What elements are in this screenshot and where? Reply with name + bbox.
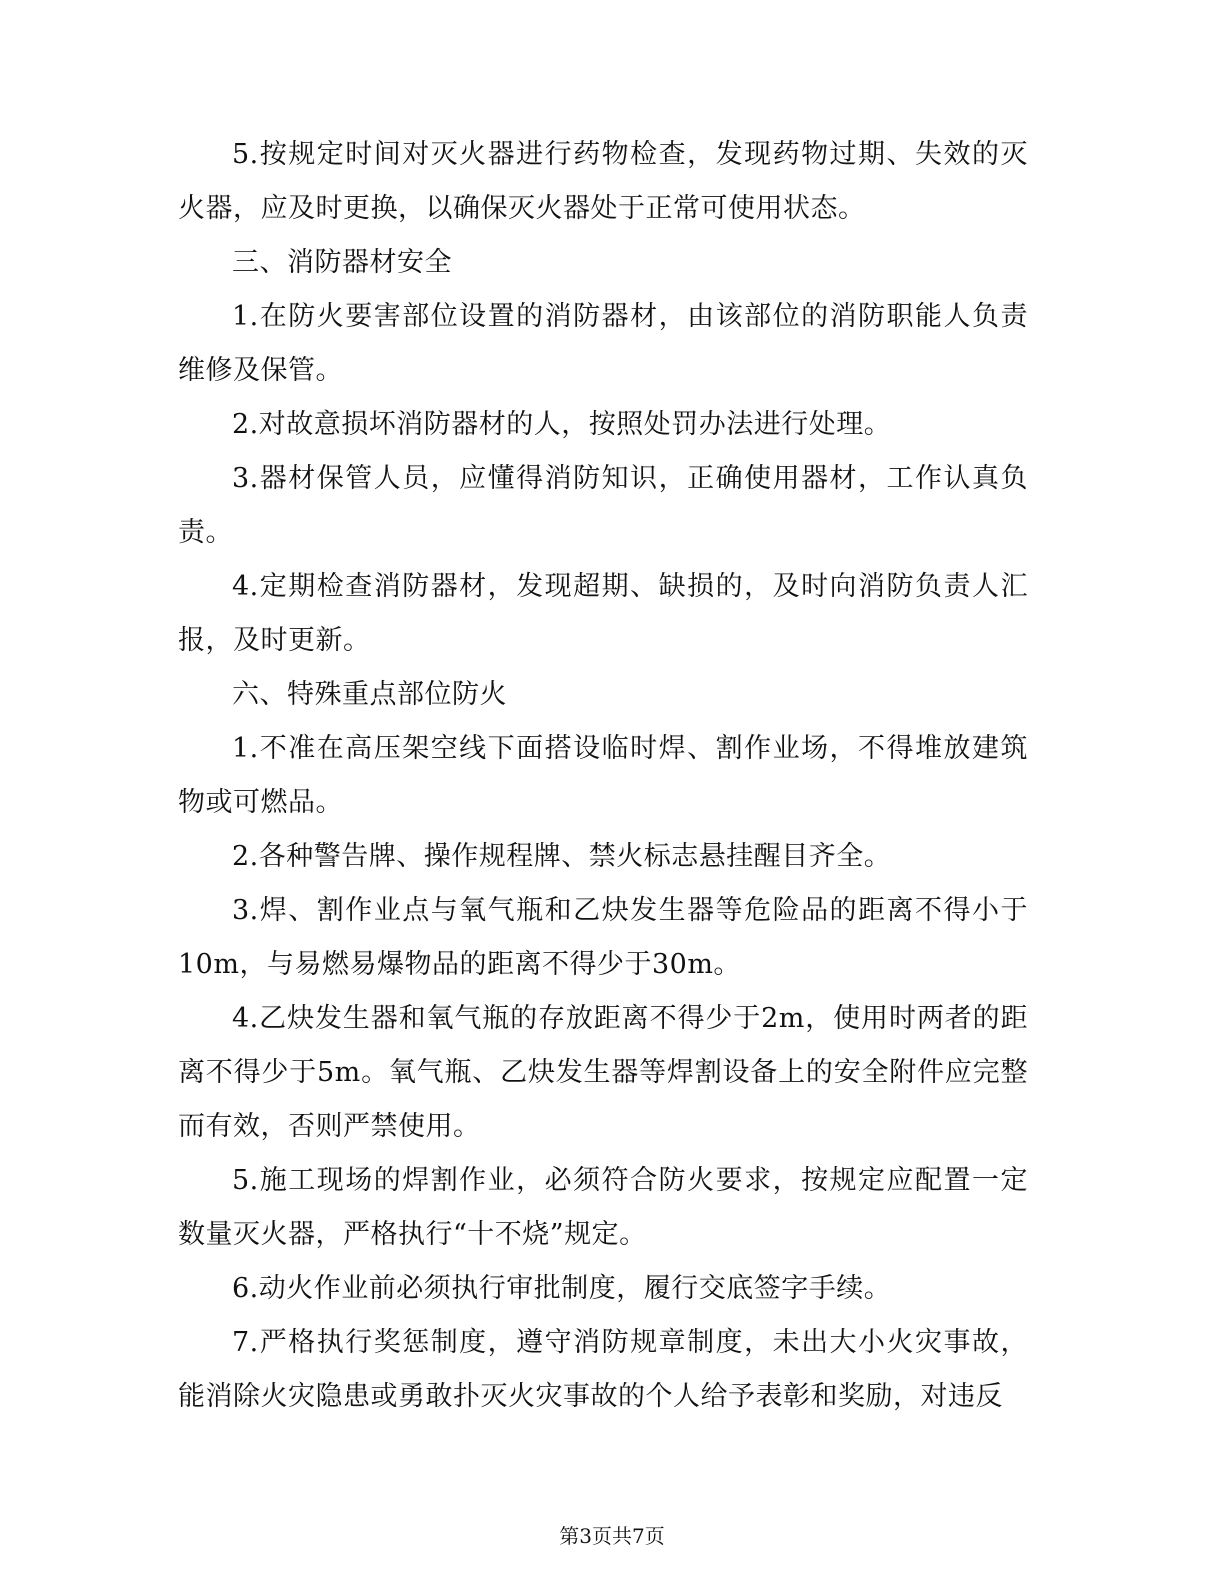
paragraph-rewards-penalties: 7.严格执行奖惩制度，遵守消防规章制度，未出大小火灾事故，能消除火灾隐患或勇敢扑灭火灾事故的个人给予表彰和奖励，对违反: [178, 1327, 1028, 1412]
paragraph-periodic-inspection: 4.定期检查消防器材，发现超期、缺损的，及时向消防负责人汇报，及时更新。: [178, 571, 1028, 656]
document-body: [178, 128, 1028, 1424]
paragraph-custodian-knowledge: 3.器材保管人员，应懂得消防知识，正确使用器材，工作认真负责。: [178, 463, 1028, 548]
paragraph-acetylene-oxygen-distance: 4.乙炔发生器和氧气瓶的存放距离不得少于2m，使用时两者的距离不得少于5m。氧气瓶、乙炔发生器等焊割设备上的安全附件应完整而有效，否则严禁使用。: [178, 1003, 1028, 1142]
paragraph-fire-extinguisher-check: 5.按规定时间对灭火器进行药物检查，发现药物过期、失效的灭火器，应及时更换，以确保灭火器处于正常可使用状态。: [178, 139, 1028, 224]
paragraph-equipment-maintenance: 1.在防火要害部位设置的消防器材，由该部位的消防职能人负责维修及保管。: [178, 301, 1028, 386]
paragraph-welding-distance: 3.焊、割作业点与氧气瓶和乙炔发生器等危险品的距离不得小于10m，与易燃易爆物品的距离不得少于30m。: [178, 895, 1028, 980]
paragraph-damage-penalty: 2.对故意损坏消防器材的人，按照处罚办法进行处理。: [232, 409, 892, 440]
paragraph-hot-work-approval: 6.动火作业前必须执行审批制度，履行交底签字手续。: [232, 1273, 892, 1304]
paragraph-site-welding-requirements: 5.施工现场的焊割作业，必须符合防火要求，按规定应配置一定数量灭火器，严格执行“十不烧”规定。: [178, 1165, 1028, 1250]
page-number-footer: 第3页共7页: [559, 1524, 665, 1548]
paragraph-warning-signs: 2.各种警告牌、操作规程牌、禁火标志悬挂醒目齐全。: [232, 841, 892, 872]
section-heading-fire-equipment-safety: 三、消防器材安全: [232, 247, 452, 278]
paragraph-high-voltage-line-rule: 1.不准在高压架空线下面搭设临时焊、割作业场，不得堆放建筑物或可燃品。: [178, 733, 1028, 818]
section-heading-special-key-areas: 六、特殊重点部位防火: [232, 679, 507, 710]
